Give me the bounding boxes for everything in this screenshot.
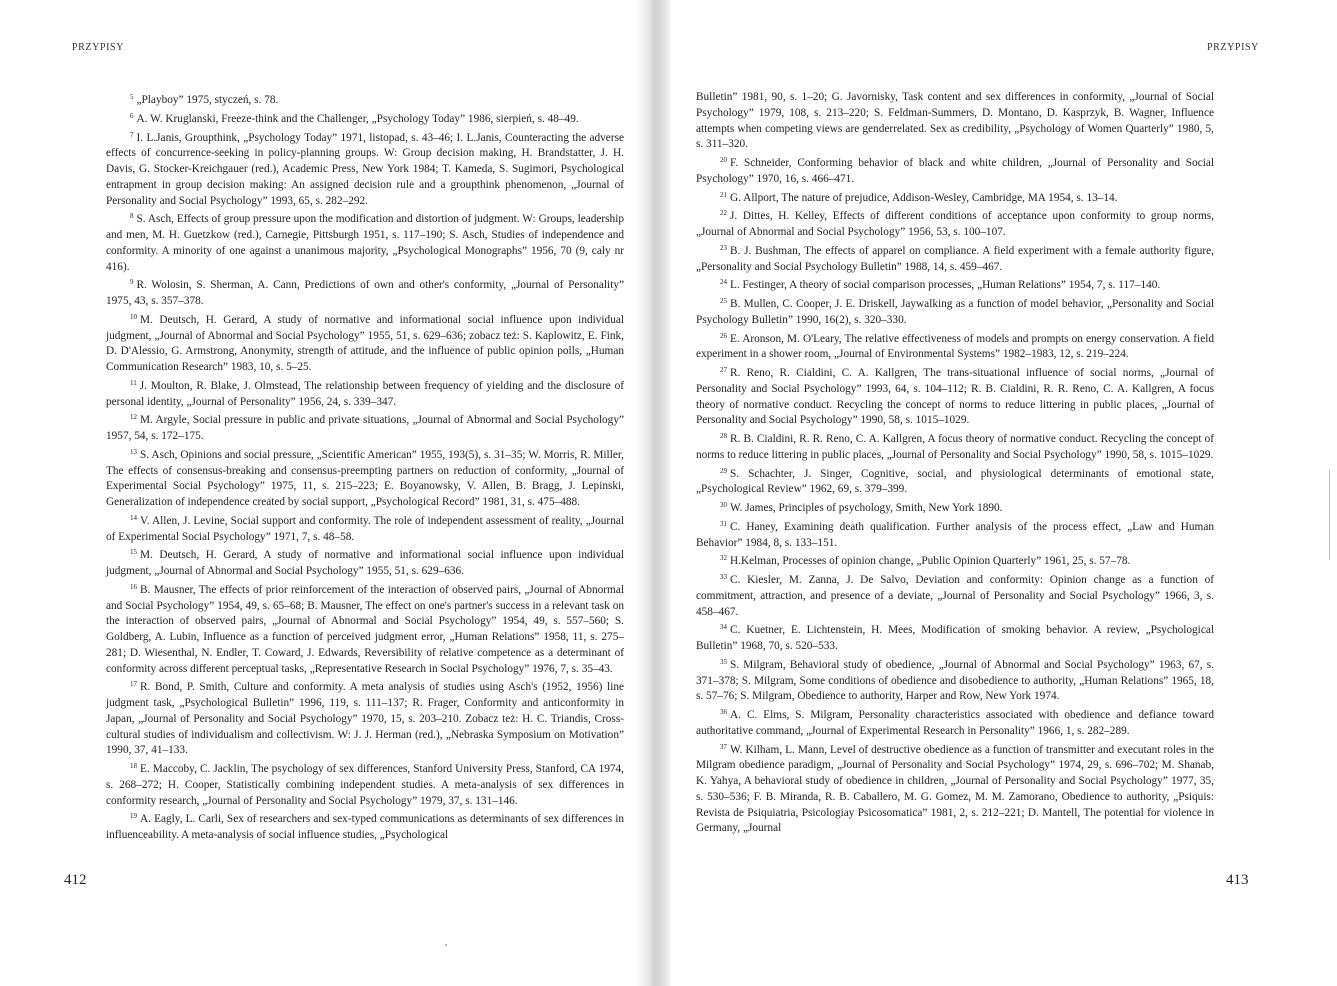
- running-header: PRZYPISY: [72, 42, 125, 53]
- footnote-number: 30: [720, 501, 727, 509]
- footnote-list: [696, 90, 1214, 837]
- footnote-number: 22: [720, 209, 727, 218]
- footnote-text: S. Asch, Opinions and social pressure, „Scientific American” 1955, 193(5), s. 31–35; W. Morris, R. Miller, The effects of consensus-breaking and consensus-preempting partners on reduction of conformity, „Journal of Experimental Social Psychology” 1975, 11, s. 215–223; E. Boyanowsky, V. Allen, B. Bragg, J. Lepinski, Generalization of independence created by social support, „Psychological Record” 1981, 31, s. 475–488.: [106, 448, 624, 508]
- footnote-number: 6: [130, 111, 134, 120]
- footnote: [696, 275, 1214, 294]
- footnote-number: 26: [720, 331, 727, 340]
- footnote: [696, 188, 1214, 207]
- footnote-number: 5: [130, 93, 134, 101]
- footnote-text: F. Schneider, Conforming behavior of black and white children, „Journal of Personality and Social Psychology” 1970, 16, s. 466–471.: [696, 157, 1214, 185]
- footnote-text: G. Allport, The nature of prejudice, Addison-Wesley, Cambridge, MA 1954, s. 13–14.: [730, 191, 1118, 204]
- footnote-text: S. Asch, Effects of group pressure upon the modification and distortion of judgment. W: Groups, leadership and men, M. H. Guetzkow (red.), Carnegie, Pittsburgh 1951, s. 117–190; S. Asch, Studies of independence and conformity. A minority of one against a unanimous majority, „Psychological Monographs” 1956, 70 (9, cały nr 416).: [106, 213, 624, 273]
- footnote: [696, 464, 1214, 499]
- page-number: 412: [64, 872, 87, 888]
- footnote: [106, 545, 624, 580]
- footnote: [106, 759, 624, 809]
- footnote-text: A. Eagly, L. Carli, Sex of researchers and sex-typed communications as determinants of sex differences in influenceability. A meta-analysis of social influence studies, „Psychological: [106, 813, 624, 841]
- footnote: [106, 410, 624, 445]
- footnote-number: 21: [720, 190, 727, 199]
- footnote: [696, 429, 1214, 464]
- footnote-text: L. Festinger, A theory of social comparison processes, „Human Relations” 1954, 7, s. 117–140.: [730, 279, 1161, 292]
- footnote-number: 24: [720, 278, 727, 287]
- footnote: [696, 705, 1214, 740]
- footnote: [106, 209, 624, 275]
- footnote-number: 29: [720, 466, 727, 475]
- footnote-number: 35: [720, 657, 727, 666]
- footnote-text: C. Haney, Examining death qualification. Further analysis of the process effect, „Law and Human Behavior” 1984, 8, s. 133–151.: [696, 520, 1214, 549]
- footnote-number: 10: [130, 312, 137, 321]
- footnote: [696, 655, 1214, 705]
- footnote-text: E. Maccoby, C. Jacklin, The psychology of sex differences, Stanford University Press, Stanford, CA 1974, s. 268–272; H. Cooper, Statistically combining independent studies. A meta-analysis of sex differences in conformity research, „Journal of Personality and Social Psychology” 1979, 37, s. 131–146.: [106, 763, 624, 807]
- left-page: [0, 0, 650, 986]
- footnote-number: 14: [130, 513, 137, 522]
- footnote: [696, 570, 1214, 620]
- footnote-number: 33: [720, 573, 727, 581]
- footnote-number: 15: [130, 548, 137, 557]
- footnote-text: B. Mullen, C. Cooper, J. E. Driskell, Jaywalking as a function of model behavior, „Personality and Social Psychology Bulletin” 1990, 16(2), s. 320–330.: [696, 298, 1214, 326]
- footnote-number: 11: [130, 378, 137, 387]
- footnote-text: R. Wolosin, S. Sherman, A. Cann, Predictions of own and other's conformity, „Journal of Personality” 1975, 43, s. 357–378.: [106, 279, 624, 307]
- scan-speck: [1329, 470, 1330, 560]
- footnote-number: 27: [720, 366, 727, 374]
- footnote-continuation: Bulletin” 1981, 90, s. 1–20; G. Javornisky, Task content and sex differences in conformity, „Journal of Social Psychology” 1979, 108, s. 213–220; S. Feldman-Summers, D. Montano, D. Kasprzyk, B. Wagner, Influence attempts when competing views are genderrelated. Sex as credibility, „Psychology of Women Quarterly” 1980, 5, s. 311–320.: [696, 91, 1214, 151]
- footnote-text: C. Kuetner, E. Lichtenstein, H. Mees, Modification of smoking behavior. A review, „Psychological Bulletin” 1968, 70, s. 520–533.: [696, 624, 1214, 652]
- footnote-number: 32: [720, 554, 727, 563]
- footnote-text: S. Schachter, J. Singer, Cognitive, social, and physiological determinants of emotional state, „Psychological Review” 1962, 69, s. 379–399.: [696, 467, 1214, 496]
- footnote-number: 12: [130, 413, 137, 422]
- footnote-number: 31: [720, 519, 727, 528]
- footnote-text: B. Mausner, The effects of prior reinforcement of the interaction of observed pairs, „Journal of Abnormal and Social Psychology” 1954, 49, s. 65–68; B. Mausner, The effect on one's partner's success in a relevant task on the interaction of observed pairs, „Journal of Abnormal and Social Psychology” 1954, 49, s. 557–560; S. Goldberg, A. Lubin, Influence as a function of perceived judgment error, „Human Relations” 1958, 11, s. 275–281; D. Wiesenthal, N. Endler, T. Coward, J. Edwards, Reversibility of relative competence as a determinant of conformity across different perceptual tasks, „Representative Research in Social Psychology” 1976, 7, s. 35–43.: [106, 583, 624, 675]
- right-page: [670, 0, 1337, 986]
- footnote-text: B. J. Bushman, The effects of apparel on compliance. A field experiment with a female authority figure, „Personality and Social Psychology Bulletin” 1988, 14, s. 459–467.: [696, 244, 1214, 273]
- footnote: [106, 445, 624, 511]
- footnote-text: R. Bond, P. Smith, Culture and conformity. A meta analysis of studies using Asch's (1952, 1956) line judgment task, „Psychological Bulletin” 1996, 119, s. 111–137; R. Frager, Conformity and anticonformity in Japan, „Journal of Personality and Social Psychology” 1970, 15, s. 203–210. Zobacz też: H. C. Triandis, Cross-cultural studies of individualism and collectivism. W: J. J. Herman (red.), „Nebraska Symposium on Motivation” 1990, 37, 41–133.: [106, 681, 624, 757]
- footnote-text: W. James, Principles of psychology, Smith, New York 1890.: [730, 502, 1003, 514]
- footnote-text: M. Deutsch, H. Gerard, A study of normative and informational social influence upon individual judgment, „Journal of Abnormal and Social Psychology” 1955, 51, s. 629–636.: [106, 549, 624, 577]
- footnote-text: J. Moulton, R. Blake, J. Olmstead, The relationship between frequency of yielding and the disclosure of personal identity, „Journal of Personality” 1956, 24, s. 339–347.: [106, 379, 624, 408]
- footnote: [106, 677, 624, 759]
- footnote-number: 25: [720, 297, 727, 305]
- footnote-text: R. B. Cialdini, R. R. Reno, C. A. Kallgren, A focus theory of normative conduct. Recycling the concept of norms to reduce littering in public places, „Journal of Personality and Social Psychology” 1990, 58, s. 1015–1029.: [696, 433, 1214, 461]
- footnote-number: 28: [720, 432, 727, 440]
- footnote-text: I. L.Janis, Groupthink, „Psychology Today” 1971, listopad, s. 43–46; I. L.Janis, Counteracting the adverse effects of concurrence-seeking in policy-planning groups. W: Group decision making, H. Brandstatter, J. H. Davis, G. Stocker-Kreichgauer (red.), Academic Press, New York 1984; T. Kameda, S. Sugimori, Psychological entrapment in group decision making: An assigned decision rule and a groupthink phenomenon, „Journal of Personality and Social Psychology” 1993, 65, s. 282–292.: [106, 131, 624, 207]
- footnote-number: 16: [130, 582, 137, 591]
- footnote: [696, 740, 1214, 838]
- footnote-text: „Playboy” 1975, styczeń, s. 78.: [136, 94, 279, 106]
- footnote-number: 34: [720, 623, 727, 632]
- footnote-text: V. Allen, J. Levine, Social support and conformity. The role of independent assessment of reality, „Journal of Experimental Social Psychology” 1971, 7, s. 48–58.: [106, 514, 624, 543]
- footnote-number: 19: [130, 812, 137, 821]
- footnote-number: 20: [720, 156, 727, 164]
- footnote-text: R. Reno, R. Cialdini, C. A. Kallgren, The trans-situational influence of social norms, „Journal of Personality and Social Psychology” 1993, 64, s. 104–112; R. B. Cialdini, R. R. Reno, C. A. Kallgren, A focus theory of normative conduct. Recycling the concept of norms to reduce littering in public places, „Journal of Personality and Social Psychology” 1990, 58, s. 1015–1029.: [696, 367, 1214, 427]
- footnote: [696, 294, 1214, 329]
- footnote-text: J. Dittes, H. Kelley, Effects of different conditions of acceptance upon conformity to group norms, „Journal of Abnormal and Social Psychology” 1956, 53, s. 100–107.: [696, 210, 1214, 238]
- footnote: [696, 241, 1214, 276]
- footnote-text: H.Kelman, Processes of opinion change, „Public Opinion Quarterly” 1961, 25, s. 57–78.: [730, 555, 1131, 568]
- footnote-text: A. W. Kruglanski, Freeze-think and the Challenger, „Psychology Today” 1986, sierpień, s. 48–49.: [136, 112, 579, 125]
- footnote: [696, 517, 1214, 552]
- footnote-text: M. Argyle, Social pressure in public and private situations, „Journal of Abnormal and Social Psychology” 1957, 54, s. 172–175.: [106, 414, 624, 442]
- running-header: PRZYPISY: [1206, 42, 1259, 53]
- footnote: [696, 153, 1214, 188]
- footnote: [106, 90, 624, 109]
- footnote: [106, 580, 624, 678]
- footnote-list: [106, 90, 624, 844]
- footnote: [106, 275, 624, 310]
- footnote-number: 17: [130, 680, 137, 689]
- footnote-text: S. Milgram, Behavioral study of obedience, „Journal of Abnormal and Social Psychology” 1963, 67, s. 371–378; S. Milgram, Some conditions of obedience and disobedience to authority, „Human Relations” 1965, 18, s. 57–76; S. Milgram, Obedience to authority, Harper and Row, New York 1974.: [696, 658, 1214, 703]
- scan-speck: [445, 944, 447, 946]
- footnote-number: 36: [720, 708, 727, 716]
- footnote-text: M. Deutsch, H. Gerard, A study of normative and informational social influence upon individual judgment, „Journal of Abnormal and Social Psychology” 1955, 51, s. 629–636; zobacz też: S. Kaplowitz, E. Fink, D. D'Alessio, G. Armstrong, Anonymity, strength of attitude, and the influence of public opinion polls, „Human Communication Research” 1983, 10, s. 5–25.: [106, 313, 624, 373]
- footnote: [696, 329, 1214, 364]
- footnote: [696, 363, 1214, 429]
- footnote-number: 9: [130, 278, 134, 287]
- footnote: [696, 206, 1214, 241]
- footnote-number: 23: [720, 243, 727, 252]
- footnote-text: W. Kilham, L. Mann, Level of destructive obedience as a function of transmitter and executant roles in the Milgram obedience paradigm, „Journal of Personality and Social Psychology” 1974, 29, s. 696–702; M. Shanab, K. Yahya, A behavioral study of obedience in children, „Journal of Personality and Social Psychology” 1977, 35, s. 530–536; F. B. Miranda, R. B. Caballero, M. G. Gomez, M. M. Zamorano, Obedience to authority, „Psiquis: Revista de Psiquiatria, Psicologiay Psicosomatica” 1981, 2, s. 212–221; D. Mantell, The potential for violence in Germany, „Journal: [696, 743, 1214, 835]
- footnote: [106, 511, 624, 546]
- footnote: [106, 809, 624, 844]
- footnote-number: 37: [720, 742, 727, 751]
- footnote: [106, 376, 624, 411]
- footnote-text: E. Aronson, M. O'Leary, The relative effectiveness of models and prompts on energy conservation. A field experiment in a shower room, „Journal of Environmental Systems” 1982–1983, 12, s. 219–224.: [696, 332, 1214, 361]
- footnote-number: 18: [130, 762, 137, 770]
- footnote: [696, 620, 1214, 655]
- footnote: [106, 109, 624, 128]
- page-number: 413: [1226, 872, 1249, 888]
- footnote: [696, 551, 1214, 570]
- footnote: [106, 310, 624, 376]
- footnote-text: C. Kiesler, M. Zanna, J. De Salvo, Deviation and conformity: Opinion change as a function of commitment, attraction, and presence of a deviate, „Journal of Personality and Social Psychology” 1966, 3, s. 458–467.: [696, 574, 1214, 618]
- footnote: [106, 128, 624, 210]
- footnote-number: 13: [130, 447, 137, 456]
- footnote-text: A. C. Elms, S. Milgram, Personality characteristics associated with obedience and defiance toward authoritative command, „Journal of Experimental Research in Personality” 1966, 1, s. 282–289.: [696, 709, 1214, 737]
- footnote-number: 8: [130, 212, 134, 221]
- footnote-number: 7: [130, 130, 134, 139]
- footnote: [696, 498, 1214, 517]
